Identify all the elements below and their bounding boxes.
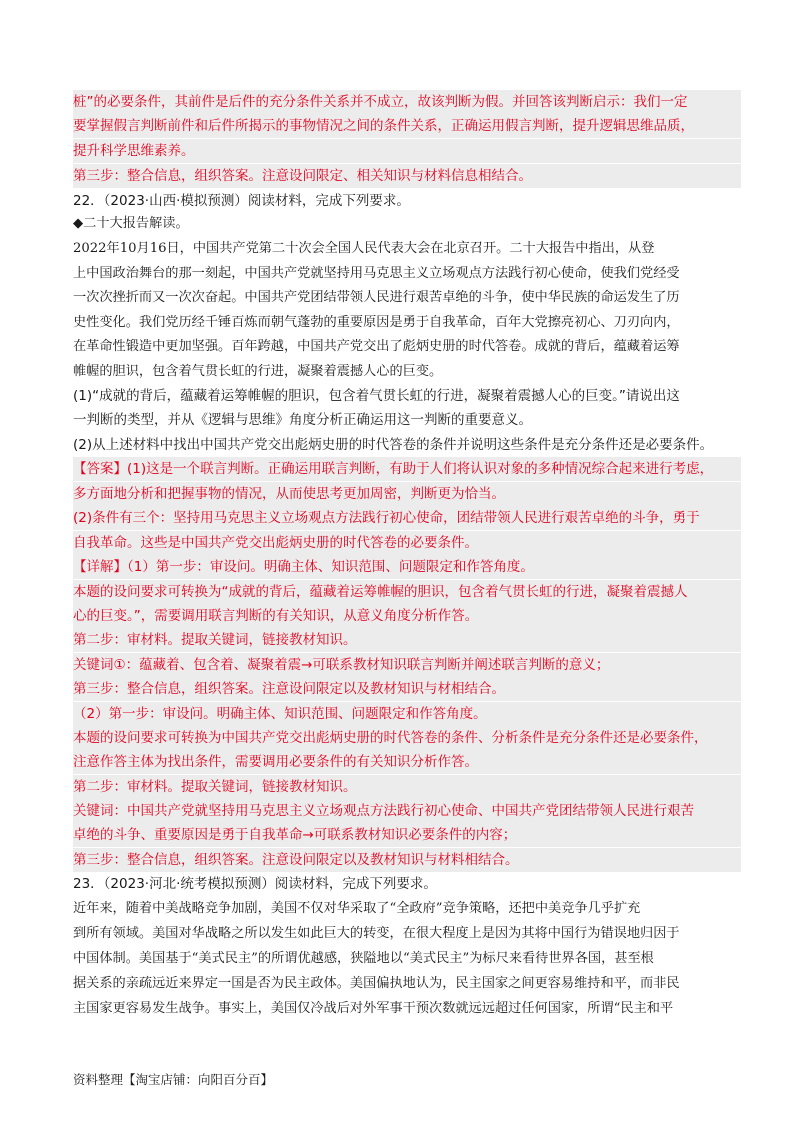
text-line: 自我革命。这些是中国共产党交出彪炳史册的时代答卷的必要条件。 bbox=[73, 531, 741, 555]
text-line: 第三步：整合信息，组织答案。注意设问限定以及教材知识与材相结合。 bbox=[73, 677, 741, 701]
text-line: 本题的设问要求可转换为中国共产党交出彪炳史册的时代答卷的条件、分析条件是充分条件还是必要条件， bbox=[73, 726, 741, 750]
text-line: 2022年10月16日，中国共产党第二十次会全国人民代表大会在北京召开。二十大报告中指出，从登 bbox=[73, 241, 655, 256]
text-line: 上中国政治舞台的那一刻起，中国共产党就坚持用马克思主义立场观点方法践行初心使命，使我们党经受 bbox=[73, 266, 680, 281]
text-line: 【详解】（1）第一步：审设问。明确主体、知识范围、问题限定和作答角度。 bbox=[73, 555, 741, 579]
text-line: 主国家更容易发生战争。事实上，美国仅冷战后对外军事干预次数就远远超过任何国家，所谓“民主和平 bbox=[73, 1001, 674, 1016]
text-line: (2)条件有三个：坚持用马克思主义立场观点方法践行初心使命，团结带领人民进行艰苦卓绝的斗争，勇于 bbox=[73, 506, 741, 530]
text-line: 帷幄的胆识，包含着气贯长虹的行进，凝聚着震撼人心的巨变。 bbox=[73, 364, 443, 379]
page-footer: 资料整理【淘宝店铺：向阳百分百】 bbox=[73, 1072, 274, 1087]
text-line: 第三步：整合信息，组织答案。注意设问限定、相关知识与材料信息相结合。 bbox=[73, 164, 741, 188]
text-line: 注意作答主体为找出条件，需要调用必要条件的有关知识分析作答。 bbox=[73, 750, 741, 774]
text-line: (1)“成就的背后，蕴藏着运筹帷幄的胆识，包含着气贯长虹的行进，凝聚着震撼人心的巨变。”请说出这 bbox=[73, 388, 680, 404]
text-line: 要掌握假言判断前件和后件所揭示的事物情况之间的条件关系，正确运用假言判断，提升逻辑思维品质， bbox=[73, 114, 741, 138]
text-line: 一次次挫折而又一次次奋起。中国共产党团结带领人民进行艰苦卓绝的斗争，使中华民族的命运发生了历 bbox=[73, 290, 680, 305]
text-line: 【答案】(1)这是一个联言判断。正确运用联言判断，有助于人们将认识对象的多种情况综合起来进行考虑， bbox=[73, 457, 741, 481]
text-line: 近年来，随着中美战略竞争加剧，美国不仅对华采取了“全政府”竞争策略，还把中美竞争几乎扩充 bbox=[73, 901, 641, 916]
text-line: 一判断的类型，并从《逻辑与思维》角度分析正确运用这一判断的重要意义。 bbox=[73, 412, 532, 428]
text-line: 第二步：审材料。提取关键词，链接教材知识。 bbox=[73, 775, 741, 799]
text-line: (2)从上述材料中找出中国共产党交出彪炳史册的时代答卷的条件并说明这些条件是充分条件还是必要条件。 bbox=[73, 437, 714, 453]
text-line: 据关系的亲疏远近来界定一国是否为民主政体。美国偏执地认为，民主国家之间更容易维持和平，而非民 bbox=[73, 976, 680, 991]
text-line: 第三步：整合信息，组织答案。注意设问限定以及教材知识与材料相结合。 bbox=[73, 848, 741, 872]
text-line: 本题的设问要求可转换为“成就的背后，蕴藏着运筹帷幄的胆识，包含着气贯长虹的行进，凝聚着震撼人 bbox=[73, 580, 741, 604]
text-line: 22．（2023·山西·模拟预测）阅读材料，完成下列要求。 bbox=[73, 193, 410, 209]
text-line: 关键词①：蕴藏着、包含着、凝聚着震→可联系教材知识联言判断并阐述联言判断的意义； bbox=[73, 653, 741, 677]
text-line: ◆二十大报告解读。 bbox=[73, 216, 189, 231]
text-line: （2）第一步：审设问。明确主体、知识范围、问题限定和作答角度。 bbox=[73, 702, 741, 726]
text-line: 史性变化。我们党历经千锤百炼而朝气蓬勃的重要原因是勇于自我革命，百年大党擦亮初心、刀刃向内， bbox=[73, 315, 680, 330]
text-line: 桩”的必要条件，其前件是后件的充分条件关系并不成立，故该判断为假。并回答该判断启示：我们一定 bbox=[73, 90, 741, 114]
text-line: 提升科学思维素养。 bbox=[73, 139, 741, 163]
text-line: 中国体制。美国基于“美式民主”的所谓优越感，狭隘地以“美式民主”为标尺来看待世界各国，甚至根 bbox=[73, 951, 654, 966]
text-line: 多方面地分析和把握事物的情况，从而使思考更加周密，判断更为恰当。 bbox=[73, 482, 741, 506]
text-line: 在革命性锻造中更加坚强。百年跨越，中国共产党交出了彪炳史册的时代答卷。成就的背后，蕴藏着运筹 bbox=[73, 339, 680, 354]
text-line: 第二步：审材料。提取关键词，链接教材知识。 bbox=[73, 628, 741, 652]
text-line: 心的巨变。”，需要调用联言判断的有关知识，从意义角度分析作答。 bbox=[73, 604, 741, 628]
text-line: 到所有领域。美国对华战略之所以发生如此巨大的转变，在很大程度上是因为其将中国行为错误地归因于 bbox=[73, 926, 680, 941]
text-line: 卓绝的斗争、重要原因是勇于自我革命→可联系教材知识必要条件的内容； bbox=[73, 823, 741, 847]
text-line: 23．（2023·河北·统考模拟预测）阅读材料，完成下列要求。 bbox=[73, 876, 437, 892]
text-line: 关键词：中国共产党就坚持用马克思主义立场观点方法践行初心使命、中国共产党团结带领人民进行艰苦 bbox=[73, 799, 741, 823]
